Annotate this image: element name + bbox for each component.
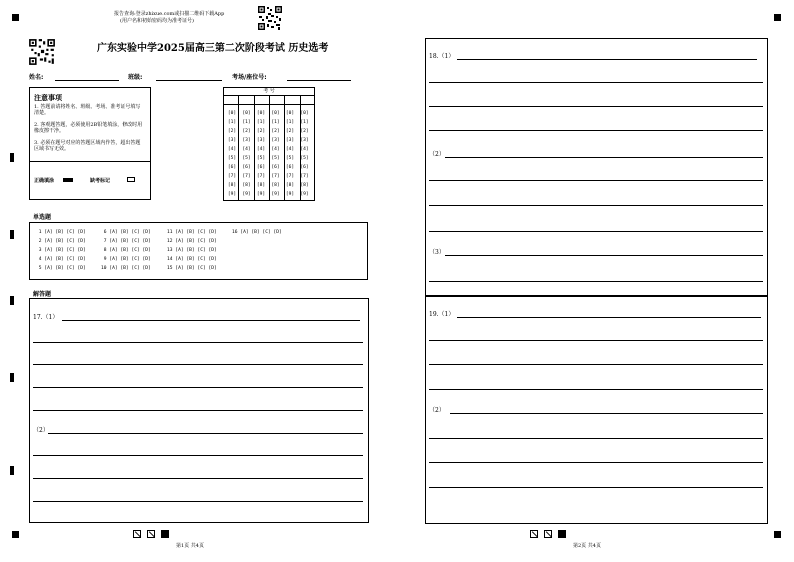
exam-number-column [241, 109, 253, 199]
exam-digit-bubble[interactable]: [9] [271, 192, 280, 197]
q18-line[interactable] [445, 255, 763, 256]
q19-answer-box [425, 296, 768, 524]
qr-code-icon [257, 5, 283, 31]
exam-digit-bubble[interactable]: [5] [242, 156, 251, 161]
exam-digit-bubble[interactable]: [8] [242, 183, 251, 188]
mc-question-row[interactable]: 8 [A] [B] [C] [D] [101, 248, 151, 253]
exam-digit-bubble[interactable]: [2] [300, 129, 309, 134]
exam-number-column [284, 109, 296, 199]
side-mark [10, 153, 14, 162]
q17-part2-label: （2） [33, 427, 49, 434]
absent-label: 缺考标记 [90, 178, 111, 184]
corner-mark-br [774, 531, 781, 538]
exam-digit-bubble[interactable]: [3] [256, 138, 266, 143]
exam-digit-bubble[interactable]: [2] [271, 129, 280, 134]
exam-digit-bubble[interactable]: [9] [227, 192, 237, 197]
q19-label: 19.（1） [429, 311, 455, 318]
exam-digit-bubble[interactable]: [8] [227, 183, 237, 188]
mc-question-row[interactable]: 10 [A] [B] [C] [D] [101, 266, 151, 271]
q19-line[interactable] [429, 364, 763, 365]
exam-digit-bubble[interactable]: [7] [300, 174, 309, 179]
exam-digit-bubble[interactable]: [2] [285, 129, 295, 134]
exam-digit-bubble[interactable]: [6] [256, 165, 266, 170]
exam-digit-bubble[interactable]: [6] [242, 165, 251, 170]
side-mark [10, 466, 14, 475]
exam-digit-bubble[interactable]: [2] [242, 129, 251, 134]
exam-digit-bubble[interactable]: [3] [285, 138, 295, 143]
q17-line[interactable] [33, 342, 363, 343]
qr-code-icon [28, 38, 56, 66]
exam-digit-bubble[interactable]: [6] [285, 165, 295, 170]
page-mark [161, 530, 169, 538]
exam-digit-bubble[interactable]: [4] [271, 147, 280, 152]
exam-digit-bubble[interactable]: [0] [271, 111, 280, 116]
q19-part2-label: （2） [429, 407, 445, 414]
q18-line[interactable] [457, 59, 757, 60]
exam-digit-bubble[interactable]: [3] [271, 138, 280, 143]
room-seat-field[interactable] [287, 80, 351, 81]
page-mark [558, 530, 566, 538]
mc-question-row[interactable]: 12 [A] [B] [C] [D] [167, 239, 217, 244]
q19-line[interactable] [429, 438, 763, 439]
essay-section-heading: 解答题 [33, 291, 52, 298]
mc-column [36, 228, 86, 273]
mc-column [101, 228, 151, 273]
side-mark [10, 373, 14, 382]
exam-number-separator [238, 95, 239, 200]
q18-label: 18.（1） [429, 53, 455, 60]
page1-footer: 第1页 共4页 [176, 543, 204, 549]
q18-line[interactable] [429, 281, 763, 282]
exam-number-column [255, 109, 267, 199]
exam-digit-bubble[interactable]: [9] [256, 192, 266, 197]
mc-question-row[interactable]: 1 [A] [B] [C] [D] [36, 230, 86, 235]
exam-digit-bubble[interactable]: [0] [285, 111, 295, 116]
mc-question-row[interactable]: 6 [A] [B] [C] [D] [101, 230, 151, 235]
exam-number-header: 考 号 [263, 88, 275, 94]
exam-digit-bubble[interactable]: [6] [271, 165, 280, 170]
fill-correct-label: 正确填涂 [34, 178, 55, 184]
q19-line[interactable] [429, 340, 763, 341]
mc-question-row[interactable]: 11 [A] [B] [C] [D] [167, 230, 217, 235]
page-mark [530, 530, 538, 538]
mc-column [167, 228, 217, 273]
q17-line[interactable] [33, 478, 363, 479]
mc-question-row[interactable]: 9 [A] [B] [C] [D] [101, 257, 151, 262]
q18-line[interactable] [429, 106, 763, 107]
exam-digit-bubble[interactable]: [1] [227, 120, 237, 125]
notes-divider [29, 161, 151, 162]
report-notice: 报告查询:登录zhixue.com或扫描二维码下载App [114, 11, 225, 17]
mc-column [232, 228, 282, 237]
exam-digit-bubble[interactable]: [1] [256, 120, 266, 125]
q18-part3-label: （3） [429, 249, 445, 256]
report-notice-sub: (用户名和初始密码均为准考证号) [120, 18, 194, 24]
q19-line[interactable] [429, 487, 763, 488]
mc-question-row[interactable]: 2 [A] [B] [C] [D] [36, 239, 86, 244]
q17-line[interactable] [62, 320, 360, 321]
exam-digit-bubble[interactable]: [5] [256, 156, 266, 161]
exam-digit-bubble[interactable]: [5] [271, 156, 280, 161]
mc-question-row[interactable]: 14 [A] [B] [C] [D] [167, 257, 217, 262]
mc-question-row[interactable]: 3 [A] [B] [C] [D] [36, 248, 86, 253]
exam-digit-bubble[interactable]: [4] [227, 147, 237, 152]
q18-line[interactable] [429, 180, 763, 181]
exam-digit-bubble[interactable]: [5] [227, 156, 237, 161]
q19-line[interactable] [429, 389, 763, 390]
exam-digit-bubble[interactable]: [3] [242, 138, 251, 143]
q18-line[interactable] [429, 82, 763, 83]
notes-heading: 注意事项 [34, 94, 62, 102]
class-field[interactable] [156, 80, 222, 81]
notes-item-3: 3. 必须在题号对应的答题区域内作答，超出答题区域书写无效。 [34, 140, 141, 152]
exam-digit-bubble[interactable]: [5] [300, 156, 309, 161]
q19-line[interactable] [457, 317, 761, 318]
page-mark [544, 530, 552, 538]
mc-section-heading: 单选题 [33, 214, 52, 221]
exam-digit-bubble[interactable]: [6] [227, 165, 237, 170]
mc-question-row[interactable]: 5 [A] [B] [C] [D] [36, 266, 86, 271]
exam-digit-bubble[interactable]: [3] [227, 138, 237, 143]
exam-number-separator [300, 95, 301, 200]
q18-line[interactable] [429, 205, 763, 206]
exam-digit-bubble[interactable]: [0] [242, 111, 251, 116]
q18-line[interactable] [429, 231, 763, 232]
exam-digit-bubble[interactable]: [1] [242, 120, 251, 125]
exam-digit-bubble[interactable]: [0] [227, 111, 237, 116]
mc-question-row[interactable]: 15 [A] [B] [C] [D] [167, 266, 217, 271]
exam-digit-bubble[interactable]: [7] [227, 174, 237, 179]
exam-title: 广东实验中学2025届高三第二次阶段考试 历史选考 [97, 43, 329, 54]
page-mark [147, 530, 155, 538]
side-mark [10, 230, 14, 239]
q17-line[interactable] [33, 364, 363, 365]
exam-number-column [270, 109, 282, 199]
exam-digit-bubble[interactable]: [7] [271, 174, 280, 179]
exam-number-column [226, 109, 238, 199]
exam-digit-bubble[interactable]: [4] [300, 147, 309, 152]
mc-question-row[interactable]: 4 [A] [B] [C] [D] [36, 257, 86, 262]
room-seat-label: 考场/座位号: [232, 74, 267, 81]
q17-line[interactable] [33, 455, 363, 456]
fill-sample [63, 178, 73, 182]
name-label: 姓名: [29, 74, 44, 81]
exam-digit-bubble[interactable]: [7] [242, 174, 251, 179]
exam-digit-bubble[interactable]: [1] [271, 120, 280, 125]
exam-digit-bubble[interactable]: [8] [300, 183, 309, 188]
exam-digit-bubble[interactable]: [7] [285, 174, 295, 179]
exam-digit-bubble[interactable]: [6] [300, 165, 309, 170]
q17-line[interactable] [33, 501, 363, 502]
exam-digit-bubble[interactable]: [9] [300, 192, 309, 197]
q18-part2-label: （2） [429, 151, 445, 158]
mc-question-row[interactable]: 7 [A] [B] [C] [D] [101, 239, 151, 244]
q18-line[interactable] [429, 130, 763, 131]
corner-mark-tr [774, 14, 781, 21]
q17-line[interactable] [33, 387, 363, 388]
q18-answer-box [425, 38, 768, 296]
exam-digit-bubble[interactable]: [9] [285, 192, 295, 197]
class-label: 班级: [128, 74, 143, 81]
side-mark [10, 296, 14, 305]
q19-line[interactable] [429, 462, 763, 463]
q17-line[interactable] [48, 433, 363, 434]
exam-digit-bubble[interactable]: [1] [300, 120, 309, 125]
exam-number-separator [284, 95, 285, 200]
notes-item-1: 1. 答题前请将姓名、班级、考场、准考证号填写清楚。 [34, 104, 141, 116]
q17-label: 17.（1） [33, 314, 59, 321]
exam-digit-bubble[interactable]: [0] [300, 111, 309, 116]
exam-digit-bubble[interactable]: [8] [271, 183, 280, 188]
notes-item-2: 2. 客观题答题，必须使用2B铅笔填涂，修改时用橡皮擦干净。 [34, 122, 143, 134]
q18-line[interactable] [445, 157, 763, 158]
exam-digit-bubble[interactable]: [7] [256, 174, 266, 179]
exam-digit-bubble[interactable]: [0] [256, 111, 266, 116]
corner-mark-bl [12, 531, 19, 538]
exam-digit-bubble[interactable]: [5] [285, 156, 295, 161]
exam-digit-bubble[interactable]: [4] [242, 147, 251, 152]
exam-digit-bubble[interactable]: [1] [285, 120, 295, 125]
mc-question-row[interactable]: 13 [A] [B] [C] [D] [167, 248, 217, 253]
exam-digit-bubble[interactable]: [8] [256, 183, 266, 188]
name-field[interactable] [55, 80, 119, 81]
page-mark [133, 530, 141, 538]
exam-digit-bubble[interactable]: [4] [285, 147, 295, 152]
corner-mark-tl [12, 14, 19, 21]
absent-checkbox[interactable] [127, 177, 135, 182]
mc-question-row[interactable]: 16 [A] [B] [C] [D] [232, 230, 282, 235]
exam-digit-bubble[interactable]: [2] [256, 129, 266, 134]
exam-digit-bubble[interactable]: [4] [256, 147, 266, 152]
exam-digit-bubble[interactable]: [8] [285, 183, 295, 188]
page2-footer: 第2页 共4页 [573, 543, 601, 549]
exam-digit-bubble[interactable]: [9] [242, 192, 251, 197]
exam-digit-bubble[interactable]: [3] [300, 138, 309, 143]
q19-line[interactable] [450, 413, 763, 414]
q17-line[interactable] [33, 410, 363, 411]
exam-digit-bubble[interactable]: [2] [227, 129, 237, 134]
exam-number-separator [269, 95, 270, 200]
exam-number-separator [254, 95, 255, 200]
